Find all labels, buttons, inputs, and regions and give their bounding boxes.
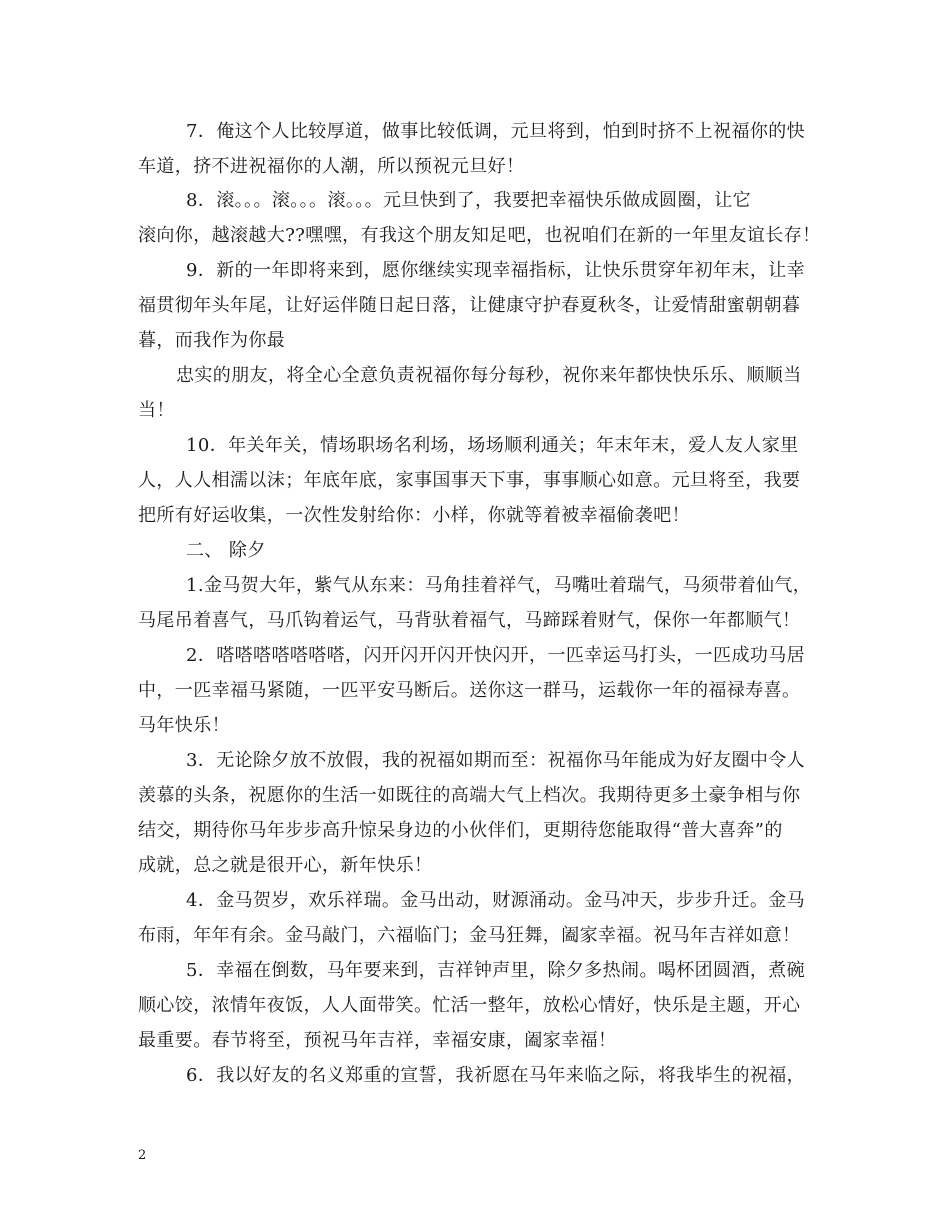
- text-line: 2．嗒嗒嗒嗒嗒嗒嗒，闪开闪开闪开快闪开，一匹幸运马打头，一匹成功马居: [186, 645, 806, 666]
- text-line: 结交，期待你马年步步高升惊呆身边的小伙伴们，更期待您能取得“普大喜奔”的: [138, 820, 783, 841]
- text-line: 3．无论除夕放不放假，我的祝福如期而至：祝福你马年能成为好友圈中令人: [186, 750, 806, 771]
- text-line: 最重要。春节将至，预祝马年吉祥，幸福安康，阖家幸福！: [138, 1030, 617, 1051]
- text-line: 4．金马贺岁，欢乐祥瑞。金马出动，财源涌动。金马冲天，步步升迁。金马: [186, 890, 806, 911]
- text-line: 1.金马贺大年，紫气从东来：马角挂着祥气，马嘴吐着瑞气，马须带着仙气，: [186, 575, 812, 596]
- text-line: 车道，挤不进祝福你的人潮，所以预祝元旦好！: [138, 156, 525, 177]
- text-line: 9．新的一年即将来到，愿你继续实现幸福指标，让快乐贯穿年初年末，让幸: [186, 260, 806, 281]
- text-line: 中，一匹幸福马紧随，一匹平安马断后。送你这一群马，运载你一年的福禄寿喜。: [138, 680, 801, 701]
- text-line: 10．年关年关，情场职场名利场，场场顺利通关；年末年末，爱人友人家里: [186, 435, 799, 456]
- page-number: 2: [138, 1148, 147, 1163]
- text-line: 忠实的朋友，将全心全意负责祝福你每分每秒，祝你来年都快快乐乐、顺顺当: [176, 365, 802, 386]
- text-line: 成就，总之就是很开心，新年快乐！: [138, 855, 433, 876]
- section-heading: 二、 除夕: [186, 540, 266, 561]
- text-line: 马尾吊着喜气，马爪钩着运气，马背驮着福气，马蹄踩着财气，保你一年都顺气！: [138, 610, 801, 631]
- text-line: 人，人人相濡以沫；年底年底，家事国事天下事，事事顺心如意。元旦将至，我要: [138, 470, 801, 491]
- text-line: 布雨，年年有余。金马敲门，六福临门；金马狂舞，阖家幸福。祝马年吉祥如意！: [138, 925, 801, 946]
- text-line: 把所有好运收集，一次性发射给你：小样，你就等着被幸福偷袭吧！: [138, 505, 690, 526]
- text-line: 马年快乐！: [138, 715, 230, 736]
- text-line: 8．滚。。。滚。。。滚。。。元旦快到了，我要把幸福快乐做成圆圈，让它: [186, 190, 752, 211]
- text-line: 5．幸福在倒数，马年要来到，吉祥钟声里，除夕多热闹。喝杯团圆酒，煮碗: [186, 960, 806, 981]
- text-line: 福贯彻年头年尾，让好运伴随日起日落，让健康守护春夏秋冬，让爱情甜蜜朝朝暮: [138, 295, 801, 316]
- text-line: 当！: [138, 400, 175, 421]
- text-line: 滚向你，越滚越大??嘿嘿，有我这个朋友知足吧，也祝咱们在新的一年里友谊长存！: [138, 225, 821, 246]
- text-line: 羡慕的头条，祝愿你的生活一如既往的高端大气上档次。我期待更多土豪争相与你: [138, 785, 801, 806]
- text-line: 7．俺这个人比较厚道，做事比较低调，元旦将到，怕到时挤不上祝福你的快: [186, 121, 806, 142]
- text-line: 暮，而我作为你最: [138, 330, 286, 351]
- text-line: 6．我以好友的名义郑重的宣誓，我祈愿在马年来临之际，将我毕生的祝福，: [186, 1065, 806, 1086]
- text-line: 顺心饺，浓情年夜饭，人人面带笑。忙活一整年，放松心情好，快乐是主题，开心: [138, 995, 801, 1016]
